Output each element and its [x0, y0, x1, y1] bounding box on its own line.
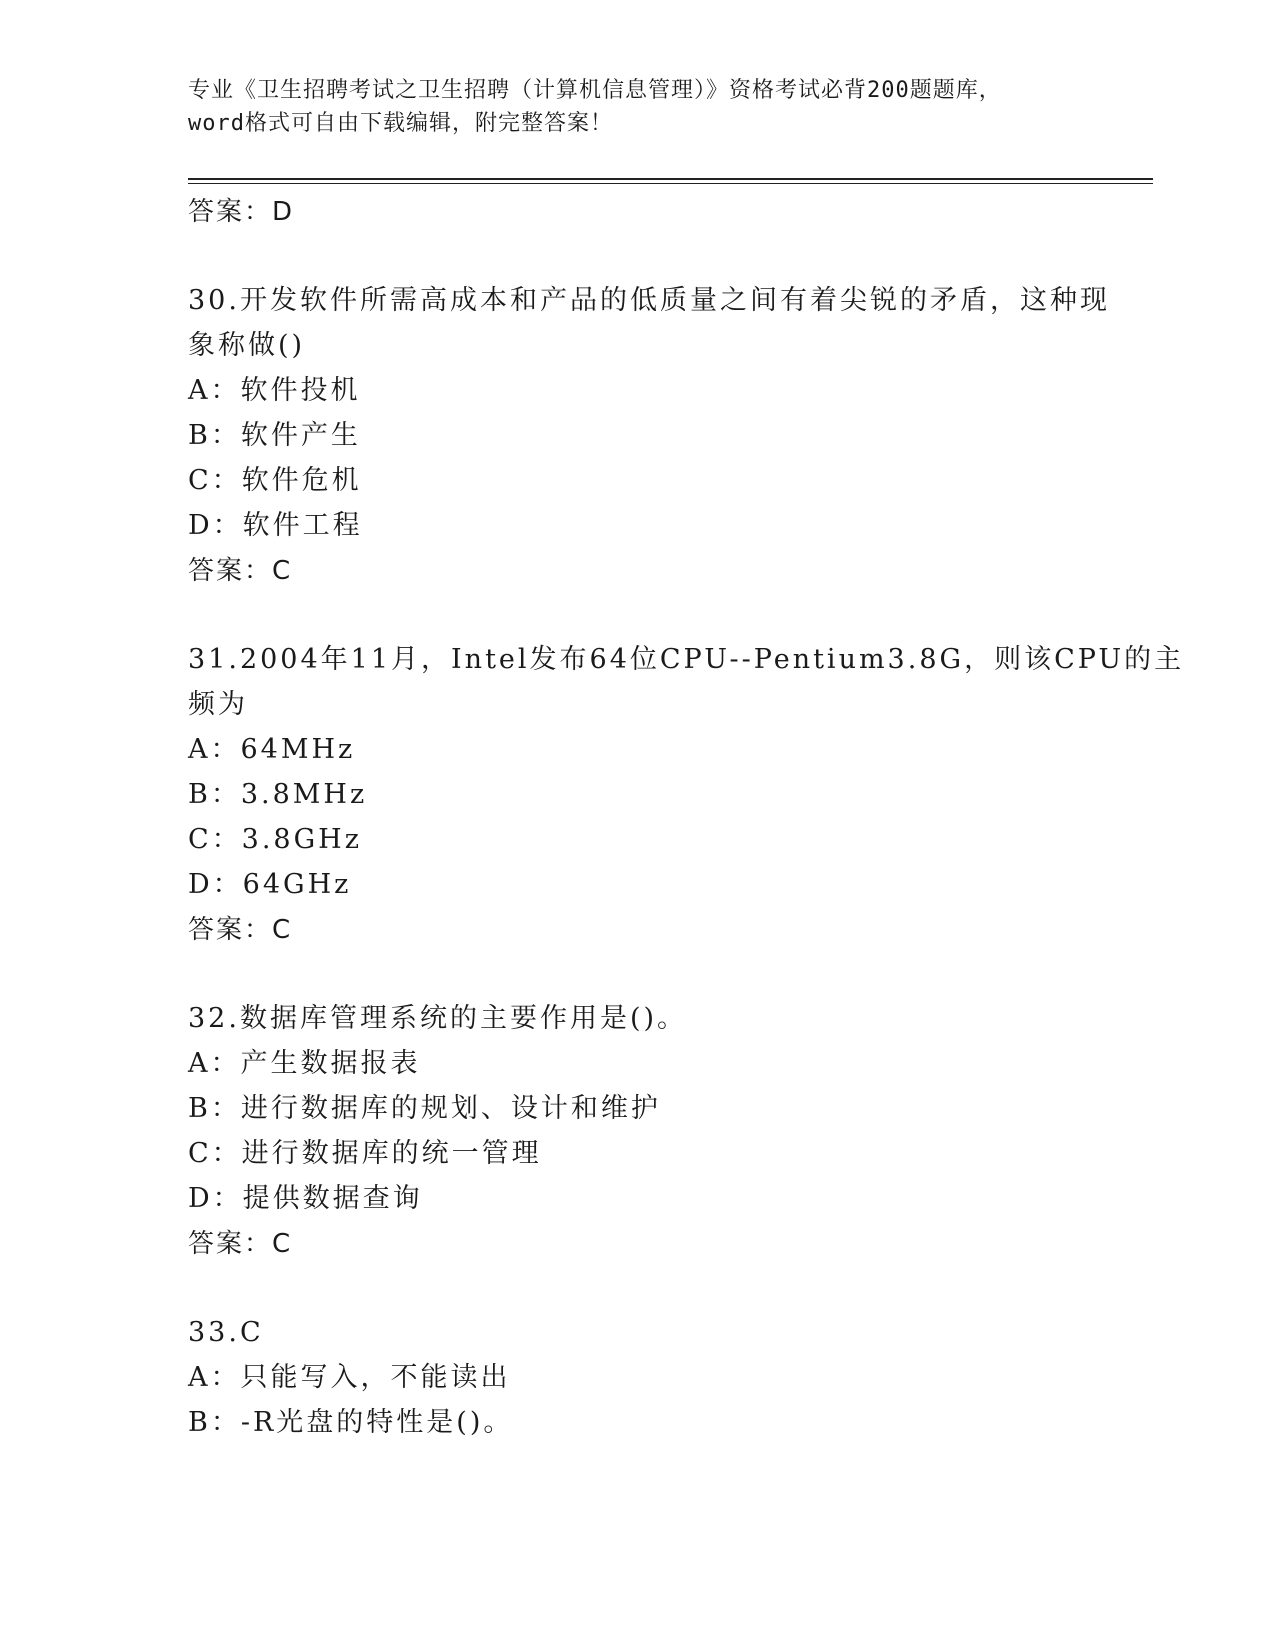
- answer-line: 答案：D: [188, 197, 295, 227]
- question-stem-line: 象称做(): [188, 330, 306, 361]
- question-stem: [188, 637, 1185, 727]
- option-c: C：进行数据库的统一管理: [188, 1138, 542, 1169]
- question-list: [188, 189, 1185, 1445]
- question-stem-line: 33.C: [188, 1317, 264, 1348]
- question-block: [188, 1310, 1128, 1445]
- option-d: D：提供数据查询: [188, 1183, 423, 1214]
- header-divider-thick: [188, 178, 1153, 180]
- option-b: B：软件产生: [188, 420, 361, 451]
- question-block: [188, 278, 1128, 594]
- question-stem-line: 32.数据库管理系统的主要作用是()。: [188, 1003, 688, 1034]
- question-stem-line: 30.开发软件所需高成本和产品的低质量之间有着尖锐的矛盾，这种现: [188, 285, 1110, 316]
- option-a: A：64MHz: [188, 734, 356, 765]
- option-c: C：3.8GHz: [188, 824, 362, 855]
- option-d: D：软件工程: [188, 510, 363, 541]
- page-header: [188, 74, 1088, 140]
- option-a: A：软件投机: [188, 375, 361, 406]
- option-b: B：-R光盘的特性是()。: [188, 1407, 514, 1438]
- option-a: A：只能写入，不能读出: [188, 1362, 511, 1393]
- question-stem: [188, 996, 1128, 1041]
- option-b: B：3.8MHz: [188, 779, 368, 810]
- option-c: C：软件危机: [188, 465, 362, 496]
- header-line-1: 专业《卫生招聘考试之卫生招聘（计算机信息管理）》资格考试必背200题题库，: [188, 78, 1002, 103]
- question-block: [188, 996, 1128, 1267]
- option-d: D：64GHz: [188, 869, 352, 900]
- answer-line: 答案：C: [188, 1229, 293, 1259]
- answer-line: 答案：C: [188, 556, 293, 586]
- question-stem-line: 31.2004年11月，Intel发布64位CPU--Pentium3.8G，则该CPU的主: [188, 644, 1185, 675]
- question-stem: [188, 278, 1128, 368]
- option-b: B：进行数据库的规划、设计和维护: [188, 1093, 661, 1124]
- option-a: A：产生数据报表: [188, 1048, 421, 1079]
- header-divider-thin: [188, 183, 1153, 184]
- question-stem: [188, 1310, 1128, 1355]
- question-stem-line: 频为: [188, 689, 248, 720]
- answer-line: 答案：C: [188, 915, 293, 945]
- header-line-2: word格式可自由下载编辑，附完整答案！: [188, 111, 613, 136]
- question-block: [188, 637, 1185, 953]
